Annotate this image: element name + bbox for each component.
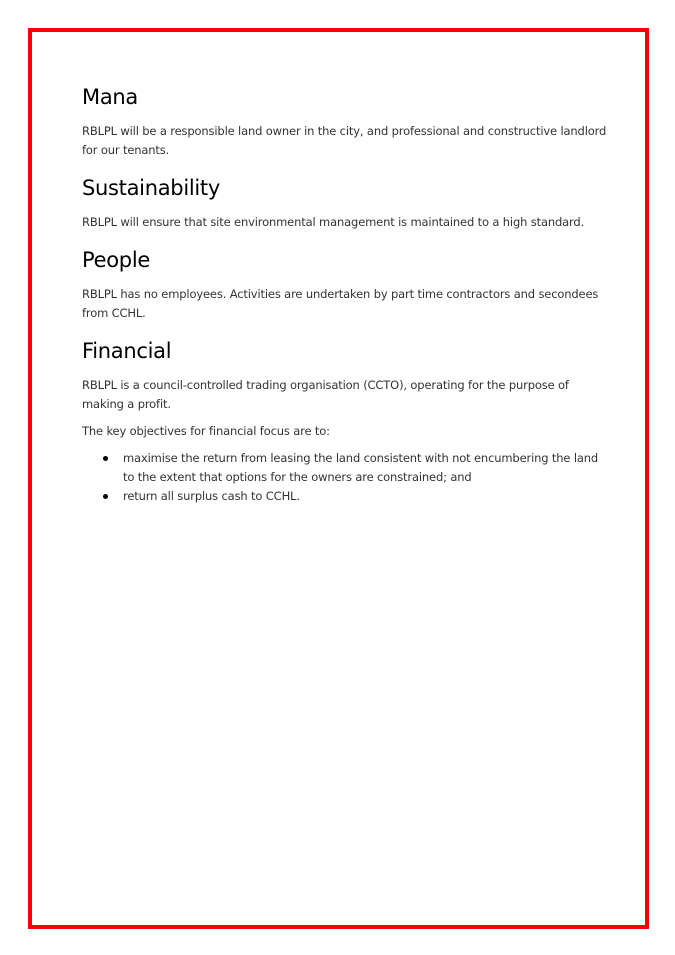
paragraph: RBLPL will ensure that site environmental management is maintained to a high standard. (82, 215, 585, 229)
bullet-icon (103, 494, 108, 499)
list-item-text: return all surplus cash to CCHL. (123, 489, 300, 503)
section-heading: Mana (82, 85, 138, 109)
section-heading: Financial (82, 339, 172, 363)
paragraph: RBLPL is a council-controlled trading organisation (CCTO), operating for the purpose of making a profit. (82, 378, 569, 411)
section-mana (82, 84, 612, 160)
paragraph: The key objectives for financial focus are to: (82, 424, 330, 438)
paragraph: RBLPL will be a responsible land owner in the city, and professional and constructive landlord for our tenants. (82, 124, 607, 157)
section-heading: Sustainability (82, 176, 220, 200)
bullet-list (82, 449, 612, 506)
section-heading: People (82, 248, 150, 272)
section-sustainability (82, 175, 612, 232)
document-body (82, 84, 612, 521)
list-item-text: maximise the return from leasing the land consistent with not encumbering the land to the extent that options for the owners are constrained; and (123, 451, 599, 484)
section-financial (82, 338, 612, 506)
list-item (82, 487, 612, 506)
bullet-icon (103, 456, 108, 461)
list-item (82, 449, 612, 487)
paragraph: RBLPL has no employees. Activities are undertaken by part time contractors and secondees from CCHL. (82, 287, 599, 320)
section-people (82, 247, 612, 323)
